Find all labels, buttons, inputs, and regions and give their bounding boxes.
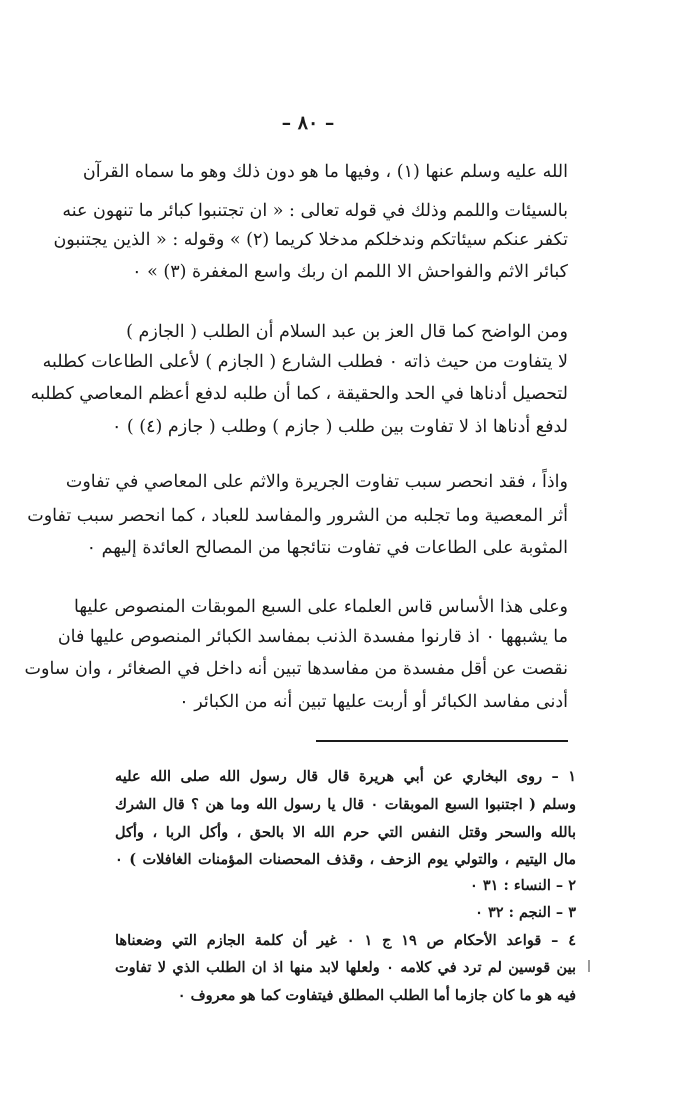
text-line: لدفع أدناها اذ لا تفاوت بين طلب ( جازم ) وطلب ( جازم (٤) ) ٠ bbox=[111, 417, 568, 437]
text-line: أثر المعصية وما تجلبه من الشرور والمفاسد للعباد ، كما انحصر سبب تفاوت bbox=[27, 506, 568, 526]
footnote-line: ١ – روى البخاري عن أبي هريرة قال قال رسول الله صلى الله عليه bbox=[115, 768, 576, 785]
footnote-divider bbox=[316, 740, 568, 742]
footnote-line: وسلم ( اجتنبوا السبع الموبقات ٠ قال يا رسول الله وما هن ؟ قال الشرك bbox=[115, 796, 576, 813]
text-line: كبائر الاثم والفواحش الا اللمم ان ربك واسع المغفرة (٣) » ٠ bbox=[132, 262, 568, 282]
footnote-line: فيه هو ما كان جازما أما الطلب المطلق فيتفاوت كما هو معروف ٠ bbox=[177, 987, 576, 1004]
text-line: الله عليه وسلم عنها (١) ، وفيها ما هو دون ذلك وهو ما سماه القرآن bbox=[82, 162, 568, 182]
text-line: لتحصيل أدناها في الحد والحقيقة ، كما أن طلبه لدفع أعظم المعاصي كطلبه bbox=[30, 384, 568, 404]
text-line: بالسيئات واللمم وذلك في قوله تعالى : « ان تجتنبوا كبائر ما تنهون عنه bbox=[62, 201, 568, 221]
footnote-line: مال اليتيم ، والتولي يوم الزحف ، وقذف المحصنات المؤمنات الغافلات ) ٠ bbox=[115, 851, 576, 868]
text-line: أدنى مفاسد الكبائر أو أربت عليها تبين أنه من الكبائر ٠ bbox=[179, 692, 568, 712]
scan-mark bbox=[588, 960, 590, 972]
footnote-line: ٣ – النجم : ٣٢ ٠ bbox=[475, 904, 576, 921]
text-line: ما يشبهها ٠ اذ قارنوا مفسدة الذنب بمفاسد الكبائر المنصوص عليها فان bbox=[57, 627, 568, 647]
text-line: وعلى هذا الأساس قاس العلماء على السبع الموبقات المنصوص عليها bbox=[74, 597, 568, 617]
text-line: تكفر عنكم سيئاتكم وندخلكم مدخلا كريما (٢) » وقوله : « الذين يجتنبون bbox=[53, 230, 568, 250]
footnote-line: بين قوسين لم ترد في كلامه ٠ ولعلها لابد منها اذ ان الطلب الذي لا تفاوت bbox=[115, 959, 576, 976]
text-line: نقصت عن أقل مفسدة من مفاسدها تبين أنه داخل في الصغائر ، وان ساوت bbox=[24, 659, 568, 679]
text-line: المثوبة على الطاعات في تفاوت نتائجها من المصالح العائدة إليهم ٠ bbox=[86, 538, 568, 558]
text-line: واذاً ، فقد انحصر سبب تفاوت الجريرة والاثم على المعاصي في تفاوت bbox=[65, 472, 568, 492]
footnote-line: ٤ – قواعد الأحكام ص ١٩ ج ١ ٠ غير أن كلمة الجازم التي وضعناها bbox=[115, 932, 576, 949]
page-number: – ٨٠ – bbox=[281, 112, 335, 134]
text-line: ومن الواضح كما قال العز بن عبد السلام أن الطلب ( الجازم ) bbox=[126, 322, 568, 342]
text-line: لا يتفاوت من حيث ذاته ٠ فطلب الشارع ( الجازم ) لأعلى الطاعات كطلبه bbox=[42, 352, 568, 372]
footnote-line: ٢ – النساء : ٣١ ٠ bbox=[469, 877, 576, 894]
footnote-line: بالله والسحر وقتل النفس التي حرم الله الا بالحق ، وأكل الربا ، وأكل bbox=[115, 824, 576, 841]
